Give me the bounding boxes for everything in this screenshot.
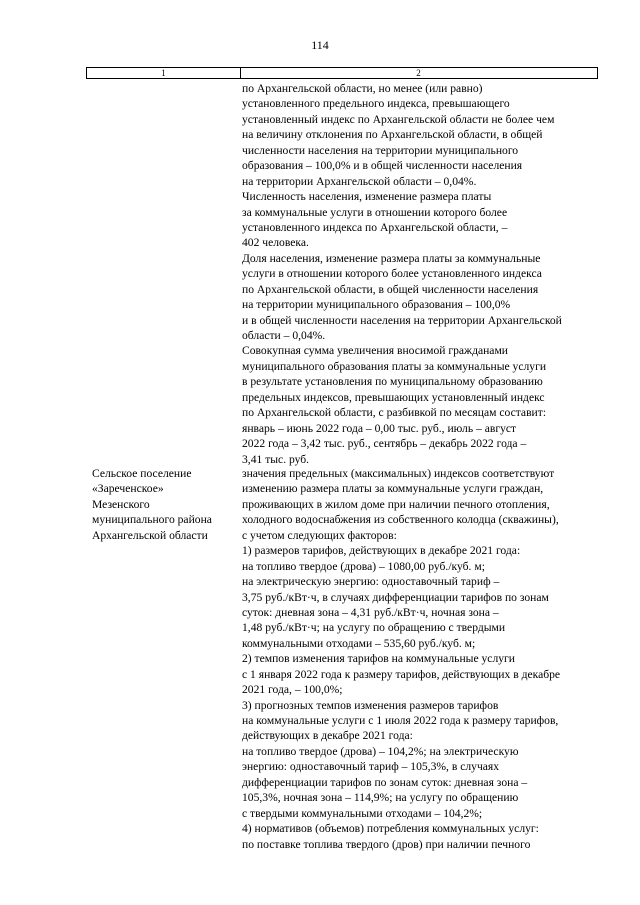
text-line: установленного индекса по Архангельской области, – — [242, 220, 508, 234]
table-header — [86, 67, 598, 79]
text-line: 402 человека. — [242, 236, 309, 250]
text-line: энергию: одноставочный тариф – 105,3%, в случаях — [242, 760, 500, 774]
text-line: с 1 января 2022 года к размеру тарифов, действующих в декабре — [242, 667, 561, 681]
page-number: 114 — [311, 38, 329, 52]
text-line: численности населения на территории муниципального — [242, 143, 519, 157]
text-line: образования – 100,0% и в общей численности населения — [242, 159, 523, 173]
text-line: на коммунальные услуги с 1 июля 2022 года к размеру тарифов, — [242, 714, 559, 727]
text-line: установленный индекс по Архангельской области не более чем — [242, 112, 555, 126]
text-line: предельных индексов, превышающих установленный индекс — [242, 390, 545, 404]
text-line: 1) размеров тарифов, действующих в декабре 2021 года: — [242, 544, 521, 558]
text-line: на территории Архангельской области – 0,04%. — [242, 174, 477, 188]
text-line: 3) прогнозных темпов изменения размеров тарифов — [242, 698, 499, 712]
municipality-line: Мезенского — [92, 497, 150, 511]
municipality-line: Архангельской области — [92, 528, 208, 542]
text-line: холодного водоснабжения из собственного колодца (скважины), — [242, 513, 559, 527]
municipality-line: муниципального района — [92, 513, 212, 527]
text-line: изменению размера платы за коммунальные услуги граждан, — [242, 482, 544, 496]
text-line: по Архангельской области, в общей численности населения — [242, 282, 539, 296]
text-line: на топливо твердое (дрова) – 1080,00 руб./куб. м; — [242, 559, 485, 573]
text-line: дифференциации тарифов по зонам суток: дневная зона – — [242, 775, 528, 789]
text-line: по поставке топлива твердого (дров) при наличии печного — [242, 837, 531, 851]
text-line: 3,41 тыс. руб. — [242, 452, 310, 466]
text-line: 2) темпов изменения тарифов на коммунальные услуги — [242, 652, 515, 666]
text-line: действующих в декабре 2021 года: — [242, 729, 413, 743]
text-line: суток: дневная зона – 4,31 руб./кВт·ч, ночная зона – — [242, 605, 499, 619]
text-block-continued — [242, 81, 562, 467]
text-line: установленного предельного индекса, превышающего — [242, 97, 510, 111]
text-line: значения предельных (максимальных) индексов соответствуют — [242, 467, 555, 480]
header-col-2: 2 — [416, 68, 421, 78]
text-line: Совокупная сумма увеличения вносимой гражданами — [242, 344, 508, 358]
text-line: Доля населения, изменение размера платы за коммунальные — [242, 251, 541, 265]
header-col-1: 1 — [87, 68, 241, 78]
text-line: Численность населения, изменение размера платы — [242, 190, 492, 204]
text-line: 3,75 руб./кВт·ч, в случаях дифференциации тарифов по зонам — [242, 590, 549, 604]
text-line: услуги в отношении которого более установленного индекса — [242, 267, 542, 281]
text-line: области – 0,04%. — [242, 329, 326, 342]
text-line: январь – июнь 2022 года – 0,00 тыс. руб., июль – август — [242, 421, 517, 435]
municipality-line: Сельское поселение — [92, 467, 192, 480]
municipality-name — [92, 466, 212, 543]
text-line: за коммунальные услуги в отношении которого более — [242, 205, 508, 219]
text-line: на топливо твердое (дрова) – 104,2%; на электрическую — [242, 744, 519, 758]
text-line: муниципального образования платы за коммунальные услуги — [242, 359, 547, 373]
text-line: по Архангельской области, с разбивкой по месяцам составит: — [242, 406, 547, 420]
text-line: в результате установления по муниципальному образованию — [242, 375, 543, 389]
text-line: и в общей численности населения на территории Архангельской — [242, 313, 562, 327]
text-line: 105,3%, ночная зона – 114,9%; на услугу по обращению — [242, 791, 519, 805]
text-line: с учетом следующих факторов: — [242, 528, 397, 542]
text-line: проживающих в жилом доме при наличии печного отопления, — [242, 497, 550, 511]
text-line: 2021 года, – 100,0%; — [242, 683, 343, 697]
text-line: 1,48 руб./кВт·ч; на услугу по обращению с твердыми — [242, 621, 506, 635]
text-block-zarechenskoe — [242, 466, 560, 852]
text-line: на величину отклонения по Архангельской области, в общей — [242, 128, 543, 142]
municipality-line: «Зареченское» — [92, 482, 164, 496]
text-line: на электрическую энергию: одноставочный тариф – — [242, 575, 500, 589]
text-line: по Архангельской области, но менее (или равно) — [242, 82, 483, 95]
text-line: коммунальными отходами – 535,60 руб./куб. м; — [242, 636, 476, 650]
text-line: 2022 года – 3,42 тыс. руб., сентябрь – декабрь 2022 года – — [242, 437, 527, 451]
text-line: с твердыми коммунальными отходами – 104,2%; — [242, 806, 483, 820]
text-line: 4) нормативов (объемов) потребления коммунальных услуг: — [242, 822, 539, 836]
text-line: на территории муниципального образования – 100,0% — [242, 298, 511, 312]
